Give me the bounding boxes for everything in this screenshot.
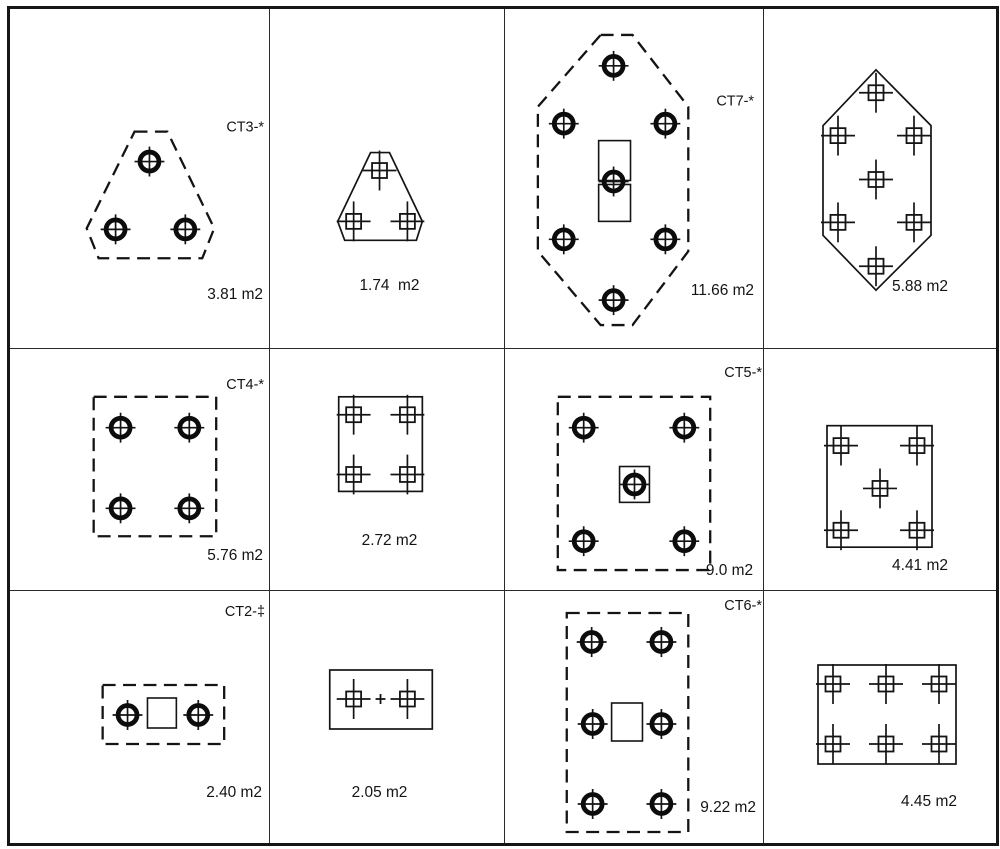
grid-cell-ct5-cap [764, 349, 996, 591]
grid-cell-ct7-cap [764, 9, 996, 349]
pile-square-symbol [859, 246, 893, 286]
grid-cell-ct7-extent [505, 9, 764, 349]
grid-cell-ct6-cap [764, 591, 996, 843]
pile-circle-symbol [569, 413, 599, 443]
pile-circle-symbol [669, 413, 699, 443]
pile-circle-symbol [183, 700, 213, 730]
pile-circle-symbol [599, 167, 629, 197]
cap-area-label: 11.66 m2 [690, 282, 755, 300]
pile-circle-symbol [174, 413, 204, 443]
pile-circle-symbol [135, 147, 165, 177]
pile-circle-symbol [106, 493, 136, 523]
pile-square-symbol [824, 510, 858, 550]
cap-area-label: 9.22 m2 [700, 798, 757, 817]
grid-cell-ct6-extent [505, 591, 764, 843]
column-rect [147, 698, 176, 728]
pile-cap-drawing [270, 9, 504, 348]
pile-cap-drawing [764, 349, 996, 590]
pile-circle-symbol [170, 214, 200, 244]
cap-area-label: 5.76 m2 [207, 547, 264, 565]
pile-circle-symbol [106, 413, 136, 443]
cap-area-label: 3.81 m2 [207, 286, 264, 304]
pile-square-symbol [824, 426, 858, 466]
pile-square-symbol [859, 73, 893, 113]
pile-circle-symbol [578, 709, 608, 739]
cap-area-label: 1.74 m2 [359, 277, 420, 295]
pile-square-symbol [816, 664, 850, 704]
pile-cap-drawing [10, 591, 269, 843]
cap-area-label: 2.72 m2 [361, 532, 418, 550]
pile-circle-symbol [650, 224, 680, 254]
cap-area-label: 4.45 m2 [900, 793, 957, 810]
pile-circle-symbol [599, 51, 629, 81]
pile-square-symbol [869, 724, 903, 764]
pile-square-symbol [863, 469, 897, 509]
pile-square-symbol [337, 395, 371, 435]
pile-circle-symbol [174, 493, 204, 523]
pile-circle-symbol [646, 627, 676, 657]
pile-circle-symbol [620, 470, 650, 500]
pile-square-symbol [821, 202, 855, 242]
cap-area-label: 9.0 m2 [705, 562, 754, 580]
pile-square-symbol [922, 724, 956, 764]
pile-square-symbol [337, 679, 371, 719]
pile-square-symbol [390, 679, 424, 719]
center-plus-mark [376, 694, 386, 704]
grid-cell-ct4-extent [10, 349, 270, 591]
cap-tag-label: CT4-* [226, 376, 265, 393]
pile-square-symbol [900, 426, 934, 466]
grid-cell-ct2-cap [270, 591, 505, 843]
grid-cell-ct4-cap [270, 349, 505, 591]
grid-cell-ct3-cap [270, 9, 505, 349]
cap-outline-solid [339, 397, 423, 492]
pile-circle-symbol [646, 789, 676, 819]
cap-tag-label: CT7-* [716, 93, 755, 110]
grid-cell-ct2-extent [10, 591, 270, 843]
pile-circle-symbol [113, 700, 143, 730]
cap-tag-label: CT3-* [226, 119, 265, 136]
cap-area-label: 5.88 m2 [892, 278, 948, 296]
pile-cap-drawing [270, 349, 504, 590]
pile-circle-symbol [599, 285, 629, 315]
cap-tag-label: CT2-‡ [224, 603, 266, 621]
pile-cap-drawing [10, 349, 269, 590]
pile-square-symbol [337, 455, 371, 495]
pile-circle-symbol [549, 224, 579, 254]
pile-cap-drawing [764, 9, 996, 348]
cap-area-label: 2.40 m2 [206, 783, 263, 802]
pile-cap-drawing [764, 591, 996, 843]
pile-cap-drawing [505, 9, 763, 348]
pile-cap-drawing [505, 591, 763, 843]
grid-cell-ct3-extent [10, 9, 270, 349]
pile-cap-drawing [505, 349, 763, 590]
pile-circle-symbol [578, 789, 608, 819]
pile-square-symbol [337, 201, 371, 241]
pile-square-symbol [900, 510, 934, 550]
column-rect [612, 703, 643, 741]
pile-square-symbol [390, 395, 424, 435]
pile-circle-symbol [650, 109, 680, 139]
pile-circle-symbol [549, 109, 579, 139]
pile-circle-symbol [646, 709, 676, 739]
pile-circle-symbol [577, 627, 607, 657]
cap-area-label: 2.05 m2 [351, 783, 408, 802]
cap-outline-solid [818, 665, 956, 764]
pile-square-symbol [897, 202, 931, 242]
pile-square-symbol [859, 160, 893, 200]
pile-square-symbol [390, 201, 424, 241]
pile-cap-drawing [270, 591, 504, 843]
pile-square-symbol [390, 455, 424, 495]
column-rect [599, 141, 631, 181]
pile-circle-symbol [101, 214, 131, 244]
pile-circle-symbol [569, 526, 599, 556]
pile-square-symbol [922, 664, 956, 704]
cap-area-label: 4.41 m2 [892, 557, 948, 575]
pile-circle-symbol [669, 526, 699, 556]
cap-tag-label: CT5-* [724, 364, 763, 381]
cap-tag-label: CT6-* [724, 597, 763, 615]
grid-cell-ct5-extent [505, 349, 764, 591]
pile-square-symbol [869, 664, 903, 704]
pile-square-symbol [816, 724, 850, 764]
pile-cap-drawing [10, 9, 269, 348]
drawing-sheet [7, 6, 999, 846]
pile-cap-grid [10, 9, 996, 843]
